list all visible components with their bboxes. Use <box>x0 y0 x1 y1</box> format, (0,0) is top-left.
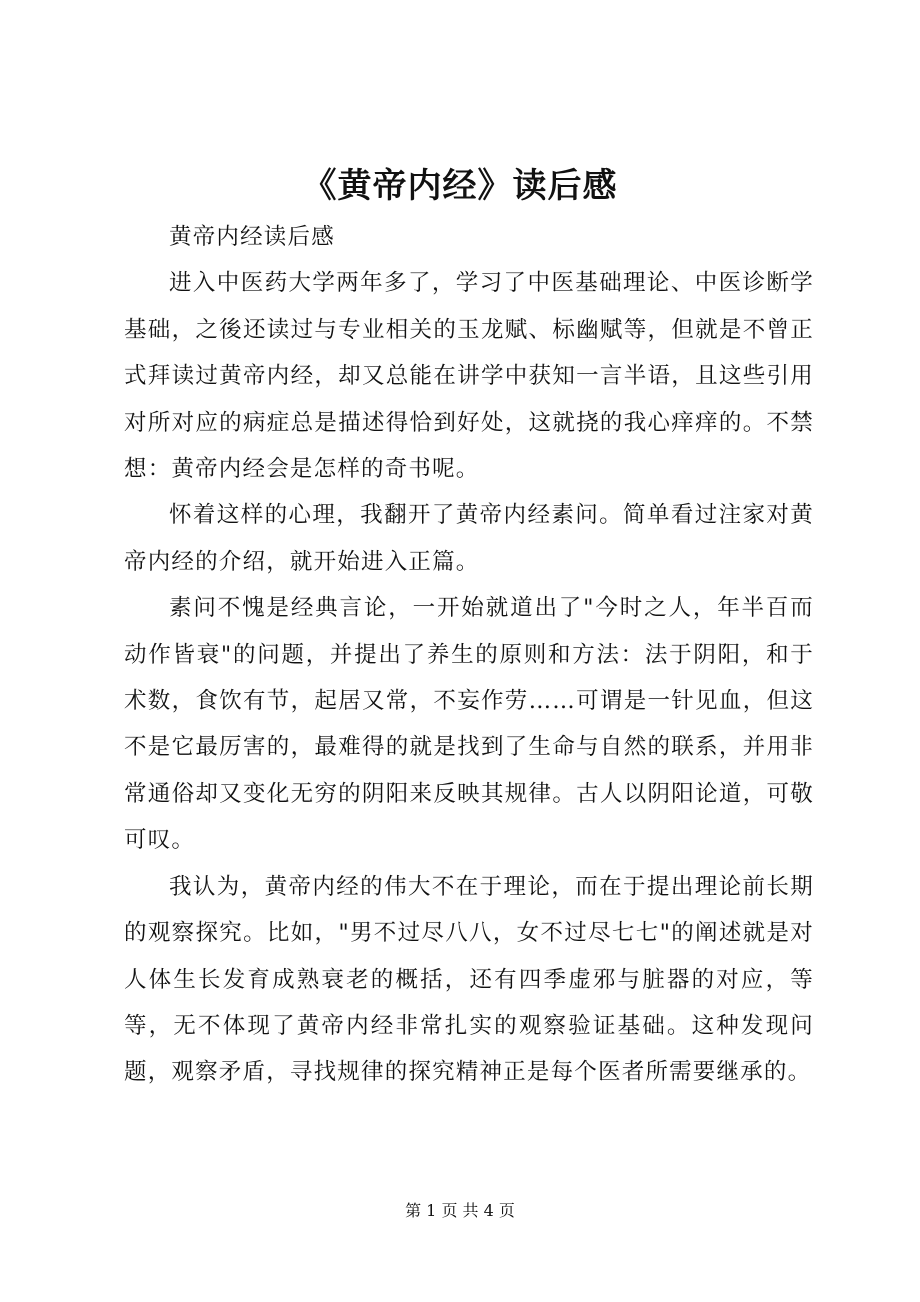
paragraph-3: 素问不愧是经典言论，一开始就道出了"今时之人，年半百而动作皆衰"的问题，并提出了养生的原则和方法：法于阴阳，和于术数，食饮有节，起居又常，不妄作劳……可谓是一针见血，但这不是它最厉害的，最难得的就是找到了生命与自然的联系，并用非常通俗却又变化无穷的阴阳来反映其规律。古人以阴阳论道，可敬可叹。 <box>124 595 814 854</box>
paragraph-subtitle: 黄帝内经读后感 <box>169 224 335 250</box>
document-body <box>124 214 814 1096</box>
paragraph-1: 进入中医药大学两年多了，学习了中医基础理论、中医诊断学基础，之後还读过与专业相关的玉龙赋、标幽赋等，但就是不曾正式拜读过黄帝内经，却又总能在讲学中获知一言半语，且这些引用对所对应的病症总是描述得恰到好处，这就挠的我心痒痒的。不禁想：黄帝内经会是怎样的奇书呢。 <box>124 270 814 483</box>
paragraph-4: 我认为，黄帝内经的伟大不在于理论，而在于提出理论前长期的观察探究。比如，"男不过尽八八，女不过尽七七"的阐述就是对人体生长发育成熟衰老的概括，还有四季虚邪与脏器的对应，等等，无不体现了黄帝内经非常扎实的观察验证基础。这种发现问题，观察矛盾，寻找规律的探究精神正是每个医者所需要继承的。 <box>124 873 814 1086</box>
paragraph-2: 怀着这样的心理，我翻开了黄帝内经素问。简单看过注家对黄帝内经的介绍，就开始进入正篇。 <box>124 502 814 575</box>
document-title: 《黄帝内经》读后感 <box>302 166 618 206</box>
page-number-footer: 第 1 页 共 4 页 <box>405 1201 515 1220</box>
